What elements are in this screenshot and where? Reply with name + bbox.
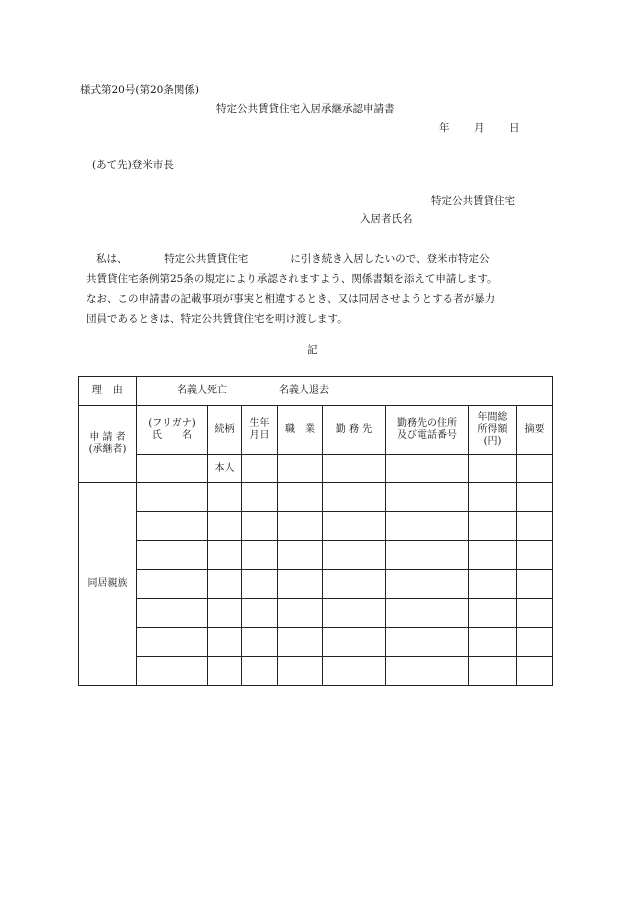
family-cell[interactable]: [386, 628, 469, 657]
reason-option-moveout[interactable]: 名義人退去: [279, 385, 329, 396]
family-cell[interactable]: [386, 512, 469, 541]
family-row: [79, 512, 553, 541]
family-row: [79, 570, 553, 599]
reason-row: [79, 377, 553, 406]
family-cell[interactable]: [386, 483, 469, 512]
family-cell[interactable]: [517, 628, 553, 657]
statement-line: 団員であるときは、特定公共賃貸住宅を明け渡します。: [86, 313, 348, 325]
family-cell[interactable]: [278, 628, 323, 657]
family-cell[interactable]: [517, 599, 553, 628]
family-cell[interactable]: [208, 657, 242, 686]
col-address: [386, 406, 469, 455]
family-cell[interactable]: [469, 483, 517, 512]
family-cell[interactable]: [386, 599, 469, 628]
col-birth-1: 生年: [249, 418, 270, 429]
col-name-2: 氏 名: [152, 430, 192, 441]
family-cell[interactable]: [278, 657, 323, 686]
applicant-remarks-cell[interactable]: [517, 455, 553, 483]
family-cell[interactable]: [469, 570, 517, 599]
date-year: 年: [439, 122, 450, 134]
header-row: [79, 406, 553, 455]
date-line: [439, 120, 520, 135]
family-cell[interactable]: [517, 541, 553, 570]
family-cell[interactable]: [137, 599, 208, 628]
col-relation: 続柄: [208, 406, 242, 455]
applicant-workplace-cell[interactable]: [323, 455, 386, 483]
family-cell[interactable]: [242, 541, 278, 570]
family-cell[interactable]: [469, 628, 517, 657]
family-cell[interactable]: [242, 599, 278, 628]
family-cell[interactable]: [323, 512, 386, 541]
family-cell[interactable]: [386, 657, 469, 686]
family-cell[interactable]: [242, 512, 278, 541]
col-income-3: (円): [483, 436, 502, 447]
family-cell[interactable]: [278, 541, 323, 570]
family-row: [79, 599, 553, 628]
family-cell[interactable]: [208, 599, 242, 628]
col-remarks: 摘要: [517, 406, 553, 455]
applicant-birth-cell[interactable]: [242, 455, 278, 483]
family-cell[interactable]: [323, 657, 386, 686]
family-cell[interactable]: [386, 570, 469, 599]
family-cell[interactable]: [323, 628, 386, 657]
col-address-1: 勤務先の住所: [397, 418, 457, 429]
applicant-income-cell[interactable]: [469, 455, 517, 483]
family-cell[interactable]: [137, 657, 208, 686]
family-row: [79, 483, 553, 512]
reason-option-death[interactable]: 名義人死亡: [177, 385, 227, 396]
date-day: 日: [509, 122, 520, 134]
col-income-1: 年間総: [477, 412, 508, 423]
family-cell[interactable]: [517, 657, 553, 686]
family-cell[interactable]: [242, 483, 278, 512]
form-number: 様式第20号(第20条関係): [80, 84, 199, 96]
family-cell[interactable]: [137, 512, 208, 541]
family-cell[interactable]: [137, 541, 208, 570]
family-cell[interactable]: [278, 599, 323, 628]
family-cell[interactable]: [386, 541, 469, 570]
family-row: [79, 541, 553, 570]
statement-line: 私は、 特定公共賃貸住宅 に引き続き入居したいので、登米市特定公: [96, 253, 490, 265]
family-cell[interactable]: [242, 657, 278, 686]
family-cell[interactable]: [278, 483, 323, 512]
family-cell[interactable]: [517, 570, 553, 599]
statement-line: 共賃貸住宅条例第25条の規定により承認されますよう、関係書類を添えて申請します。: [86, 273, 498, 285]
applicant-occupation-cell[interactable]: [278, 455, 323, 483]
col-name-1: (フリガナ): [148, 418, 196, 429]
family-cell[interactable]: [208, 483, 242, 512]
application-statement: [86, 249, 556, 329]
family-cell[interactable]: [137, 628, 208, 657]
family-cell[interactable]: [278, 570, 323, 599]
statement-line: なお、この申請書の記載事項が事実と相違するとき、又は同居させようとする者が暴力: [86, 293, 496, 305]
col-income: [469, 406, 517, 455]
applicant-name-cell[interactable]: [137, 455, 208, 483]
family-cell[interactable]: [208, 541, 242, 570]
col-birth-2: 月日: [249, 430, 270, 441]
family-cell[interactable]: [323, 599, 386, 628]
resident-name-label: 入居者氏名: [360, 213, 413, 225]
applicant-label-2: (承継者): [88, 444, 127, 455]
family-cell[interactable]: [208, 512, 242, 541]
col-birth: [242, 406, 278, 455]
col-income-2: 所得額: [477, 424, 508, 435]
family-cell[interactable]: [469, 541, 517, 570]
family-row: [79, 628, 553, 657]
family-cell[interactable]: [242, 570, 278, 599]
family-cell[interactable]: [469, 599, 517, 628]
col-occupation: 職 業: [278, 406, 323, 455]
reason-options: [137, 377, 553, 406]
col-address-2: 及び電話番号: [397, 430, 457, 441]
family-cell[interactable]: [323, 570, 386, 599]
col-name: [137, 406, 208, 455]
applicant-relation-cell: 本人: [208, 455, 242, 483]
applicant-label-1: 申 請 者: [89, 432, 126, 443]
family-cell[interactable]: [469, 512, 517, 541]
document-title: 特定公共賃貸住宅入居承継承認申請書: [216, 103, 395, 115]
addressee: (あて先)登米市長: [92, 159, 174, 171]
family-cell[interactable]: [323, 541, 386, 570]
family-cell[interactable]: [517, 512, 553, 541]
family-cell[interactable]: [137, 483, 208, 512]
housing-label: 特定公共賃貸住宅: [431, 195, 515, 207]
ki-heading: 記: [307, 344, 318, 356]
family-cell[interactable]: [137, 570, 208, 599]
family-cell[interactable]: [517, 483, 553, 512]
col-workplace: 勤 務 先: [323, 406, 386, 455]
family-cell[interactable]: [278, 512, 323, 541]
family-cell[interactable]: [469, 657, 517, 686]
family-cell[interactable]: [208, 628, 242, 657]
applicant-label: [79, 406, 137, 483]
applicant-row: [79, 455, 553, 483]
family-cell[interactable]: [208, 570, 242, 599]
family-row: [79, 657, 553, 686]
reason-label: 理 由: [79, 377, 137, 406]
applicant-address-cell[interactable]: [386, 455, 469, 483]
family-cell[interactable]: [323, 483, 386, 512]
date-month: 月: [474, 122, 485, 134]
family-label: 同居親族: [79, 483, 137, 686]
application-table: [78, 376, 553, 686]
family-cell[interactable]: [242, 628, 278, 657]
